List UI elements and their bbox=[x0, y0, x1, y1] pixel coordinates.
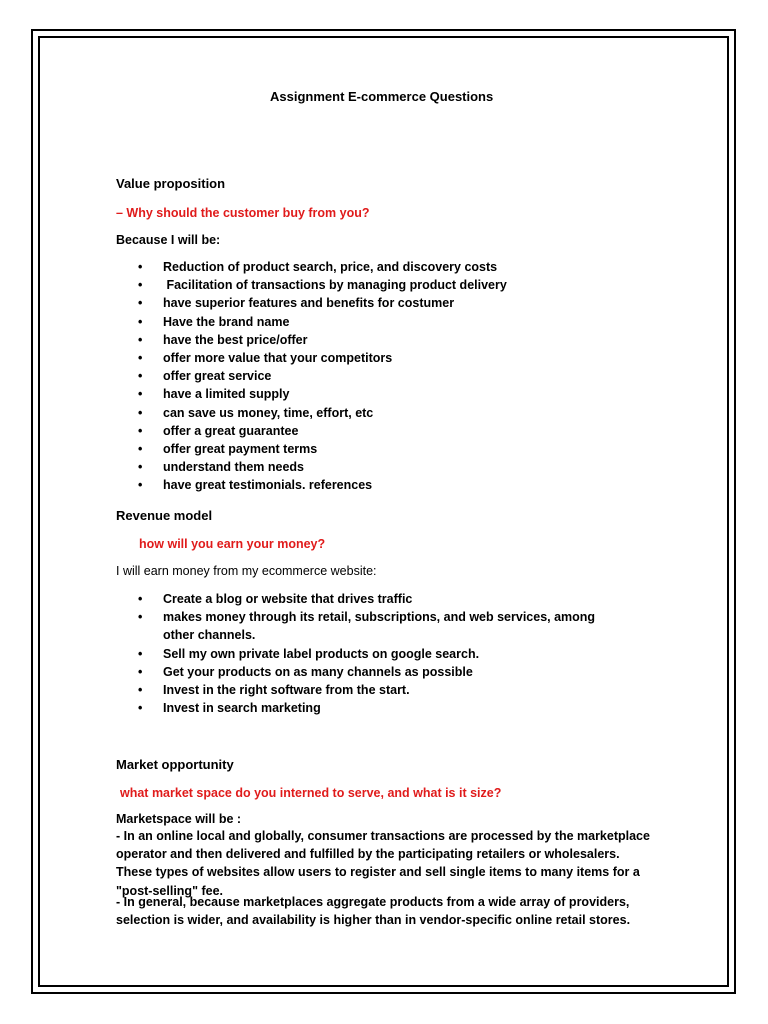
bullet-icon: • bbox=[138, 278, 143, 293]
list-item: • Invest in search marketing bbox=[116, 699, 636, 717]
list-item: • understand them needs bbox=[116, 458, 636, 476]
list-item: • have the best price/offer bbox=[116, 331, 636, 349]
bullet-icon: • bbox=[138, 592, 143, 606]
bullet-icon: • bbox=[138, 351, 143, 366]
bullet-icon: • bbox=[138, 442, 143, 457]
list-item: • can save us money, time, effort, etc bbox=[116, 404, 636, 422]
bullet-icon: • bbox=[138, 260, 143, 274]
list-item: • offer great service bbox=[116, 367, 636, 385]
list-item: • offer a great guarantee bbox=[116, 422, 636, 440]
bullet-icon: • bbox=[138, 646, 143, 661]
list-item: • offer great payment terms bbox=[116, 440, 636, 458]
list-item: • have great testimonials. references bbox=[116, 476, 636, 494]
list-item: • have superior features and benefits for costumer bbox=[116, 294, 636, 312]
section-question-market-opportunity: what market space do you interned to serve, and what is it size? bbox=[120, 786, 502, 800]
list-item: • Create a blog or website that drives traffic bbox=[116, 590, 636, 608]
bullet-icon: • bbox=[138, 610, 143, 625]
section-heading-market-opportunity: Market opportunity bbox=[116, 757, 234, 772]
bullet-icon: • bbox=[138, 423, 143, 438]
list-item: • offer more value that your competitors bbox=[116, 349, 636, 367]
list-item: • Sell my own private label products on google search. bbox=[116, 645, 636, 663]
list-item: • Facilitation of transactions by managing product delivery bbox=[116, 276, 636, 294]
bullet-icon: • bbox=[138, 664, 143, 679]
bullet-icon: • bbox=[138, 405, 143, 420]
bullet-icon: • bbox=[138, 369, 143, 384]
bullet-icon: • bbox=[138, 460, 143, 475]
bullet-icon: • bbox=[138, 387, 143, 402]
section-intro-value-proposition: Because I will be: bbox=[116, 233, 221, 247]
bullet-icon: • bbox=[138, 332, 143, 347]
bullet-icon: • bbox=[138, 478, 143, 493]
section-question-value-proposition: – Why should the customer buy from you? bbox=[116, 206, 370, 220]
list-item: • Get your products on as many channels as possible bbox=[116, 663, 636, 681]
bullet-icon: • bbox=[138, 683, 143, 698]
bullet-icon: • bbox=[138, 296, 143, 311]
section-heading-value-proposition: Value proposition bbox=[116, 176, 226, 191]
list-item: • Have the brand name bbox=[116, 313, 636, 331]
bullet-icon: • bbox=[138, 701, 143, 716]
list-item: • have a limited supply bbox=[116, 385, 636, 403]
list-item: • Invest in the right software from the start. bbox=[116, 681, 636, 699]
bullet-icon: • bbox=[138, 314, 143, 329]
paragraph-marketspace-1: - In an online local and globally, consumer transactions are processed by the marketplace operator and then delivered and fulfilled by the participating retailers or wholesalers. These types of websites allow users to register and sell single items to many items for a "post-selling" fee. bbox=[116, 829, 650, 898]
section-intro-market-opportunity: Marketspace will be : bbox=[116, 812, 242, 826]
bullet-list-revenue-model bbox=[116, 590, 636, 717]
bullet-list-value-proposition bbox=[116, 258, 636, 495]
list-item: • Reduction of product search, price, and discovery costs bbox=[116, 258, 636, 276]
paragraph-marketspace-2: - In general, because marketplaces aggregate products from a wide array of providers, selection is wider, and availability is higher than in vendor-specific online retail stores. bbox=[116, 895, 631, 928]
section-question-revenue-model: how will you earn your money? bbox=[139, 537, 326, 551]
section-heading-revenue-model: Revenue model bbox=[116, 508, 213, 523]
list-item: • makes money through its retail, subscriptions, and web services, among other channels. bbox=[138, 610, 596, 643]
document-title: Assignment E-commerce Questions bbox=[270, 89, 494, 104]
section-intro-revenue-model: I will earn money from my ecommerce website: bbox=[116, 564, 377, 578]
